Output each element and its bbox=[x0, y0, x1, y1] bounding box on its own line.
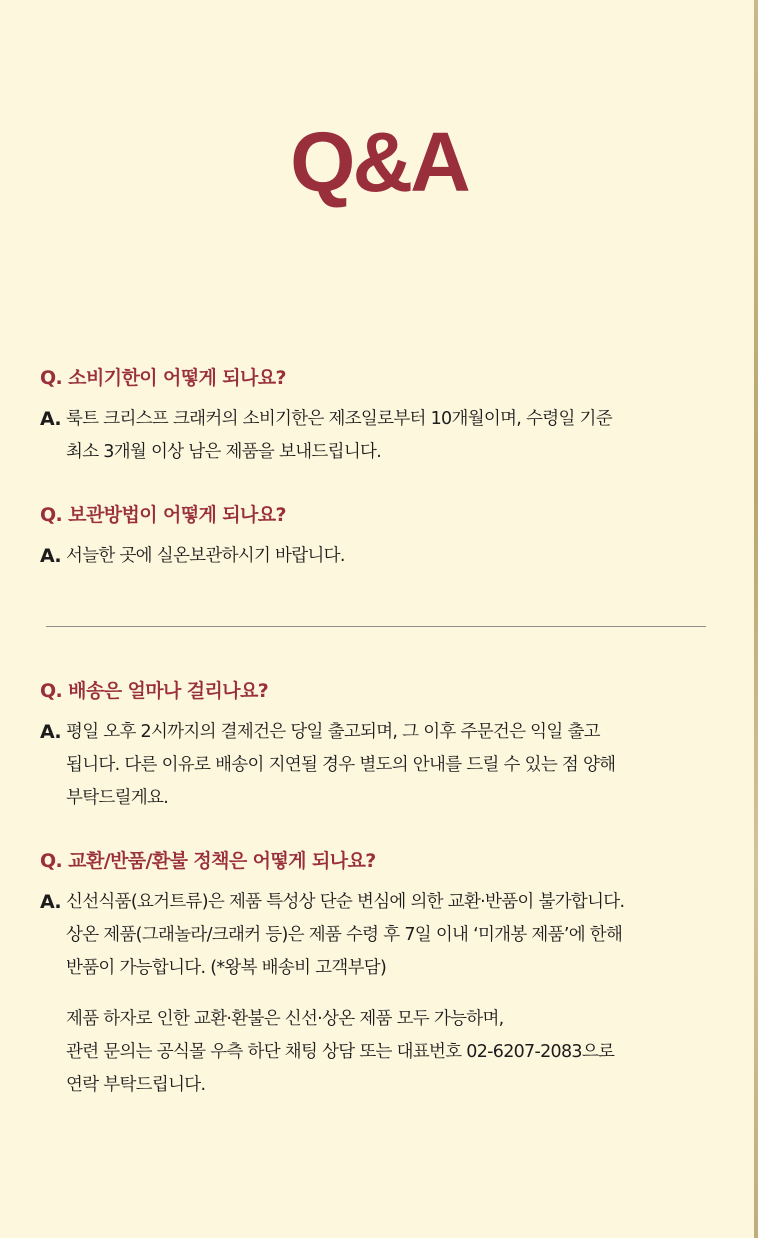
note-line: 제품 하자로 인한 교환·환불은 신선·상온 제품 모두 가능하며, bbox=[66, 1009, 504, 1029]
answer-line: 반품이 가능합니다. (*왕복 배송비 고객부담) bbox=[66, 958, 387, 978]
question-storage: Q. 보관방법이 어떻게 되나요? bbox=[40, 504, 286, 526]
answer-label: A. bbox=[40, 891, 61, 913]
answer-storage bbox=[40, 540, 730, 573]
answer-line: 신선식품(요거트류)은 제품 특성상 단순 변심에 의한 교환·반품이 불가합니다. bbox=[66, 892, 625, 912]
page-title: Q&A bbox=[290, 115, 468, 209]
qa-item-shelf-life bbox=[40, 363, 730, 469]
note-line: 연락 부탁드립니다. bbox=[66, 1075, 206, 1095]
answer-line: 부탁드릴게요. bbox=[66, 788, 169, 808]
qa-item-delivery bbox=[40, 676, 730, 815]
note-line: 관련 문의는 공식몰 우측 하단 채팅 상담 또는 대표번호 02-6207-2083으로 bbox=[66, 1042, 615, 1062]
answer-label: A. bbox=[40, 408, 61, 430]
answer-line: 룩트 크리스프 크래커의 소비기한은 제조일로부터 10개월이며, 수령일 기준 bbox=[66, 409, 612, 429]
question-return-policy: Q. 교환/반품/환불 정책은 어떻게 되나요? bbox=[40, 850, 376, 872]
question-shelf-life: Q. 소비기한이 어떻게 되나요? bbox=[40, 367, 286, 389]
answer-line: 됩니다. 다른 이유로 배송이 지연될 경우 별도의 안내를 드릴 수 있는 점 양해 bbox=[66, 755, 616, 775]
qa-section-shipping bbox=[40, 676, 730, 1133]
answer-label: A. bbox=[40, 545, 61, 567]
answer-return-policy bbox=[40, 886, 730, 1102]
qa-item-storage bbox=[40, 500, 730, 573]
qa-section-product bbox=[40, 363, 730, 604]
answer-line: 평일 오후 2시까지의 결제건은 당일 출고되며, 그 이후 주문건은 익일 출고 bbox=[66, 722, 600, 742]
question-delivery: Q. 배송은 얼마나 걸리나요? bbox=[40, 680, 269, 702]
answer-label: A. bbox=[40, 721, 61, 743]
answer-note bbox=[66, 1003, 730, 1102]
answer-line: 상온 제품(그래놀라/크래커 등)은 제품 수령 후 7일 이내 ‘미개봉 제품’에 한해 bbox=[66, 925, 623, 945]
answer-shelf-life bbox=[40, 403, 730, 469]
answer-line: 최소 3개월 이상 남은 제품을 보내드립니다. bbox=[66, 442, 382, 462]
answer-line: 서늘한 곳에 실온보관하시기 바랍니다. bbox=[66, 546, 345, 566]
section-divider bbox=[46, 626, 706, 627]
answer-delivery bbox=[40, 716, 730, 815]
qa-item-return-policy bbox=[40, 846, 730, 1102]
